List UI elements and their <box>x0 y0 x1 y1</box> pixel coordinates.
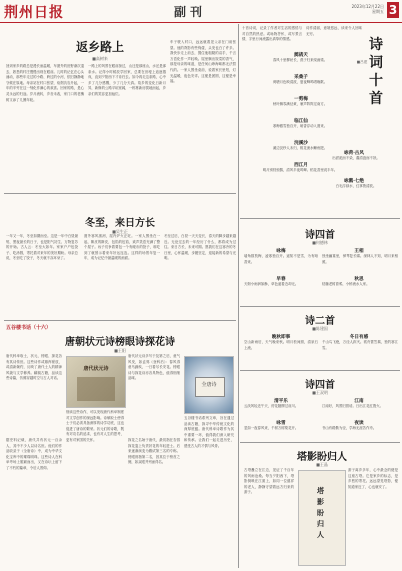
poem-title: 咏梅 <box>276 249 286 254</box>
text-block: 唐代科举取士，状元、榜眼、探花各有其诗传世。这些诗作或雄浑豪放，或清新婉约，反映了唐代士人的精神风貌与文学修养。翻阅古籍，品读这些诗篇，仿佛穿越时空与古人对话。 <box>6 354 62 381</box>
poem-lines: 春风十里柳丝长，燕子归来绕画梁。 <box>272 58 328 62</box>
book-cover-label: 全唐诗 <box>201 382 217 388</box>
text-block: 窗外寒风凛冽，屋内炉火正旺。一家人围坐在一起，擀皮的擀皮，包馅的包馅，欢声笑语充满了整个屋子。孩子们争着要包一个有硬币的饺子，谁吃到了就预示着来年好运连连。这样的场景年复一年，成为记忆中最温暖的画面。 <box>84 234 160 261</box>
page-number: 3 <box>388 3 398 17</box>
poem-lines: 溪边浣纱人未归，桃花流水鳜鱼肥。 <box>272 146 328 150</box>
article-title-hometown: 返乡路上 <box>75 40 124 54</box>
poem-title: 咏鹅·七绝 <box>344 179 364 184</box>
poem-lines: 江南好，风景旧曾谙。日出江花红胜火。 <box>322 404 384 408</box>
text-block: 一路上的风景在眼前掠过，山还是那座山，水还是那条水。记得小时候放学回家，总要在田埂上追逐嬉戏，直到夕阳西下才肯归去。如今再走这条路，心中多了几分感慨，少了几分天真。故乡的变化日新月异，新修的公路平坦宽阔，一栋栋新房拔地而起，乡亲们的笑容更加灿烂。 <box>88 64 166 96</box>
date-text: 2023年12月22日 <box>351 4 384 9</box>
poem-lines: 独坐幽篁里，弹琴复长啸。深林人不知，明月来相照。 <box>322 254 398 264</box>
poem-group-byline: ■何德林 <box>312 240 328 245</box>
section-title: 副刊 <box>174 5 207 19</box>
poem-lines: 千山鸟飞绝，万径人踪灭。孤舟蓑笠翁，独钓寒江雪。 <box>322 340 398 350</box>
poem-group-title: 诗四首 <box>305 230 335 241</box>
column-tag: 五谷楼书话（十六） <box>6 325 52 331</box>
newspaper-logo: 荆州日报 <box>4 5 64 21</box>
book-cover-image <box>184 356 234 414</box>
book-cover-label: 唐代状元诗 <box>83 366 109 372</box>
poem-title: 晚秋即事 <box>271 335 291 340</box>
article-title-tang: 唐朝状元诗榜眼诗探花诗 <box>65 337 175 348</box>
poem-title: 采桑子 <box>294 75 308 80</box>
divider <box>240 370 400 371</box>
divider <box>4 193 236 194</box>
text-block: 细读这些诗作，可以发现唐代科举制度对文学创作的深远影响。诗赋取士使得士子们必须具备深厚的诗学功底，这也促进了唐诗的繁荣。状元们的诗歌，既有对功名的追求，也有对人生的思考，更有对家国的关怀。 <box>66 410 124 442</box>
calligraphy-image <box>298 470 346 566</box>
text-block: 探花之名始于唐代，最初指在杏园探花宴上负责折花的年轻进士。后来逐渐演变为殿试第三名的专称。榜眼则指第二名，因其位于榜首之侧，如双眼并列而得名。 <box>128 438 180 465</box>
poem-lines: 明月别枝惊鹊，清风半夜鸣蝉。稻花香里说丰年。 <box>262 168 338 172</box>
byline-winter: ■吴生正 <box>112 229 128 234</box>
text-block: 游子离乡多年，心中最念的便是这座古塔。它是家乡的标志，是乡愁的寄托。远远望见塔影，便知道家近了，心也就安了。 <box>348 468 398 489</box>
poem-lines: 忽如一夜春风来，千树万树梨花开。 <box>244 426 299 430</box>
poem-group-byline: ■陈建国 <box>312 326 328 331</box>
poem-lines: 天街小雨润如酥，草色遥看近却无。 <box>244 282 299 286</box>
poem-title: 临江仙 <box>294 119 308 124</box>
byline-hometown: ■高树来 <box>92 56 108 61</box>
poem-lines: 书山有路勤为径，学海无涯苦作舟。 <box>322 426 377 430</box>
poem-title: 清平乐 <box>274 399 288 404</box>
text-block: 冬至过后，白昼一天天变长，春天的脚步越来越近。无论过去的一年经历了什么，都将成为过往。来日方长，未来可期。愿我们在这寒冷的冬日里，心怀温暖，步履坚定，迎接新的希望与光明。 <box>164 234 236 261</box>
text-block: 十首诗词，记录了作者对生活的感悟与对自然的热爱。或咏物抒怀，或写景言情，字里行间流露出真挚的情感。 <box>242 26 302 42</box>
poem-lines: 秋叶飘零满径黄，雁声阵阵过南方。 <box>272 102 328 106</box>
poem-lines: 云淡风轻近午天，傍花随柳过前川。 <box>244 404 299 408</box>
weekday-text: 星期五 <box>372 9 384 14</box>
poem-lines: 寒梅傲雪独自开，暗香浮动入窗来。 <box>272 124 328 128</box>
text-block: 车子驶入村口，远远就看见父亲在门前张望。他的背影有些佝偻，头发也白了许多。我快步走上前去，握住他粗糙的双手，千言万语化作一声轻唤。屋里飘出饭菜的香气，那是母亲的味道，是任何山珍海味都无法替代的。一家人围坐桌前，说着家长里短，灯光温暖，夜色安详。这便是团圆，这便是幸福。 <box>170 40 236 84</box>
text-block: 古塔矗立在江边，见证了千百年的风雨沧桑。每当夕阳西下，塔影倒映在江面上，如同一位慈祥的老人，静静守望着远方归来的游子。 <box>244 468 294 495</box>
poem-group-byline: ■王双明 <box>312 390 328 395</box>
poem-lines: 空山新雨后，天气晚来秋。明月松间照，清泉石上流。 <box>244 340 318 350</box>
masthead <box>0 0 402 23</box>
divider <box>240 306 400 307</box>
poem-title: 咏雪 <box>276 421 286 426</box>
book-cover-image <box>66 356 126 408</box>
poem-lines: 枯藤老树昏鸦，小桥流水人家。 <box>322 282 370 286</box>
poem-title: 咏荷·古风 <box>344 151 364 156</box>
poem-title: 鹧鸪天 <box>294 53 308 58</box>
text-block: 词作清丽，意境悠远，读来令人回味无穷。 <box>306 26 362 36</box>
text-block: 回到家乡的路总是漫长而温暖，车窗外的田野渐次退去，熟悉的村庄慢慢出现在眼前。儿时的记忆在心头涌动，那些年走过的小路、跨过的小河，依旧静静地守候在原地。母亲站在村口张望，炊烟袅袅升起，一年的辛劳在这一刻化作满心的欢喜。回家的路，是心灵永远的归途。岁月流转，乡音未改，家门口的老槐树又添了几圈年轮。 <box>6 64 84 102</box>
byline-tower: ■王晶 <box>316 462 328 467</box>
poem-title: 早春 <box>276 277 286 282</box>
poem-title: 一剪梅 <box>294 97 308 102</box>
divider <box>240 442 400 443</box>
byline-tang: ■王阳 <box>114 348 126 353</box>
dateline <box>352 4 384 14</box>
poem-lines: 荷塘月色映清波，夏夜蝉鸣唱晚歌。 <box>272 80 328 84</box>
poems-main-title: 诗词十首 <box>369 37 383 107</box>
article-title-tower: 塔影盼归人 <box>297 452 347 463</box>
poem-lines: 白毛浮绿水，红掌拨清波。 <box>335 184 377 188</box>
calligraphy-text: 塔影盼归人 <box>317 486 324 539</box>
poem-title: 夜读 <box>354 421 364 426</box>
painting-figure <box>77 377 115 401</box>
poem-title: 王相 <box>354 249 364 254</box>
poem-lines: 出淤泥而不染，濯清涟而不妖。 <box>332 156 380 160</box>
poem-title: 秋思 <box>354 277 364 282</box>
poem-title: 西江月 <box>294 163 308 168</box>
article-title-winter: 冬至，来日方长 <box>85 218 155 229</box>
text-block: 一年又一年，冬至如期而至。这是一年中白昼最短、黑夜最长的日子，也是阳气初生、万物复苏的开始。古人云：冬至大如年。家家户户包饺子、吃汤圆，寄托着对来年的美好期盼。母亲总说，冬至吃了饺子，冬天就不冻耳朵了。 <box>6 234 78 261</box>
poem-title: 冬日有感 <box>349 335 369 340</box>
divider <box>240 218 400 219</box>
text-block: 五谷楼书话系列文章，旨在通过品读古籍，探寻中华传统文化的深厚底蕴。唐代科举诗歌作为其中重要一环，值得我们深入研究和传承。让我们一起走进历史，感受古人的才情与风骨。 <box>184 416 234 448</box>
poem-group-title: 诗二首 <box>305 316 335 327</box>
text-block: 唐代状元诗多写于及第之后，意气风发，如孟郊《登科后》：春风得意马蹄疾，一日看尽长安花。榜眼诗与探花诗亦各具特色，值得细细品味。 <box>128 354 180 381</box>
divider <box>4 320 236 321</box>
poem-title: 浣溪沙 <box>294 141 308 146</box>
poem-group-title: 诗四首 <box>305 380 335 391</box>
poems-main-byline: ■吕建 <box>356 60 368 64</box>
column-divider <box>238 24 239 568</box>
text-block: 据史料记载，唐代共有状元一百余人，其中不少人以诗名世。他们的作品收录于《全唐诗》中，成为中华文化宝库中的璀璨明珠。这些诗人在科举考场上脱颖而出，又在诗坛上留下了不朽的篇章，令后人景仰。 <box>6 438 62 470</box>
poem-title: 江南 <box>354 399 364 404</box>
poem-lines: 墙角数枝梅，凌寒独自开。遥知不是雪，为有暗香来。 <box>244 254 318 264</box>
